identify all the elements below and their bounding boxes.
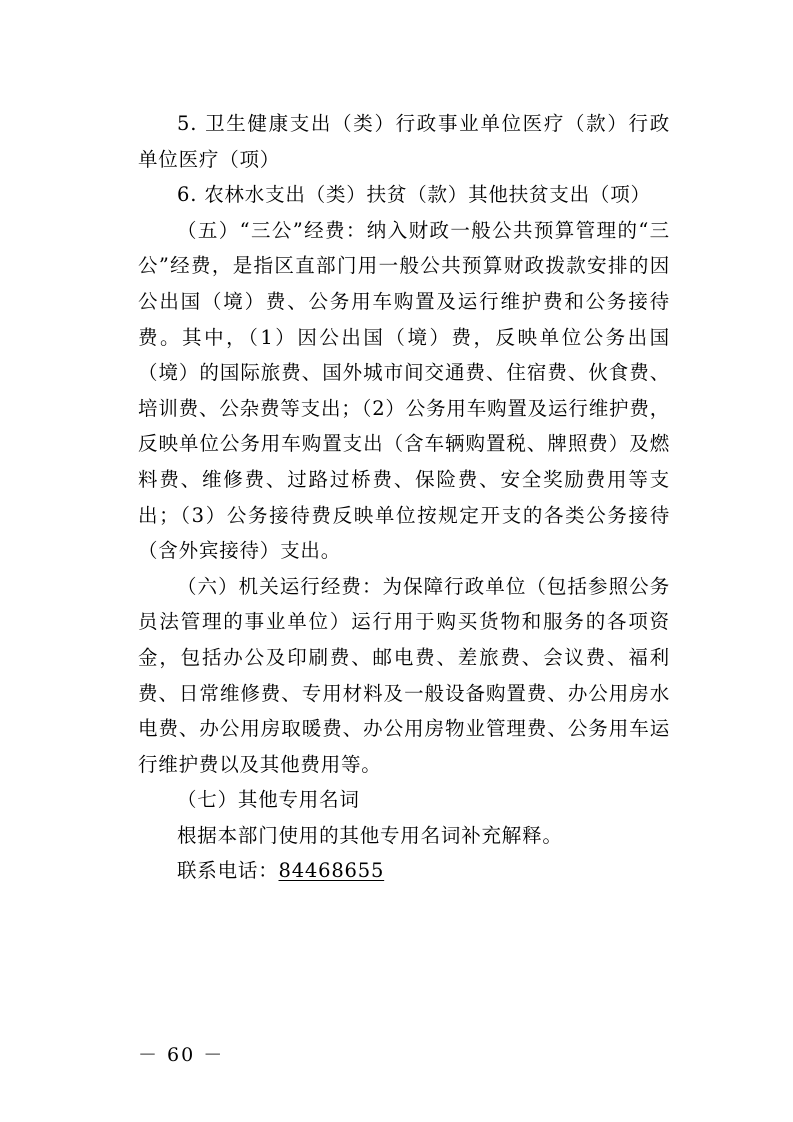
paragraph-three-public-expenses: （五）“三公”经费：纳入财政一般公共预算管理的“三公”经费，是指区直部门用一般公共预算财政拨款安排的因公出国（境）费、公务用车购置及运行维护费和公务接待费。其中，（1）因公出国（境）费，反映单位公务出国（境）的国际旅费、国外城市间交通费、住宿费、伙食费、培训费、公杂费等支出；（2）公务用车购置及运行维护费，反映单位公务用车购置支出（含车辆购置税、牌照费）及燃料费、维修费、过路过桥费、保险费、安全奖励费用等支出；（3）公务接待费反映单位按规定开支的各类公务接待（含外宾接待）支出。 <box>138 218 670 563</box>
page-number: － 60 － <box>138 1044 225 1066</box>
paragraph-agency-operating-expenses: （六）机关运行经费：为保障行政单位（包括参照公务员法管理的事业单位）运行用于购买货物和服务的各项资金，包括办公及印刷费、邮电费、差旅费、会议费、福利费、日常维修费、专用材料及一般设备购置费、办公用房水电费、办公用房取暖费、办公用房物业管理费、公务用车运行维护费以及其他费用等。 <box>138 574 670 776</box>
contact-phone: 84468655 <box>278 859 385 883</box>
paragraph-agriculture-expenditure: 6. 农林水支出（类）扶贫（款）其他扶贫支出（项） <box>177 183 651 207</box>
paragraph-health-expenditure: 5. 卫生健康支出（类）行政事业单位医疗（款）行政单位医疗（项） <box>138 112 670 171</box>
document-body <box>138 106 670 889</box>
paragraph-other-terms-note: 根据本部门使用的其他专用名词补充解释。 <box>177 823 563 847</box>
contact-label: 联系电话： <box>177 859 279 883</box>
paragraph-other-terms-heading: （七）其他专用名词 <box>177 788 360 812</box>
contact-line <box>138 853 670 889</box>
